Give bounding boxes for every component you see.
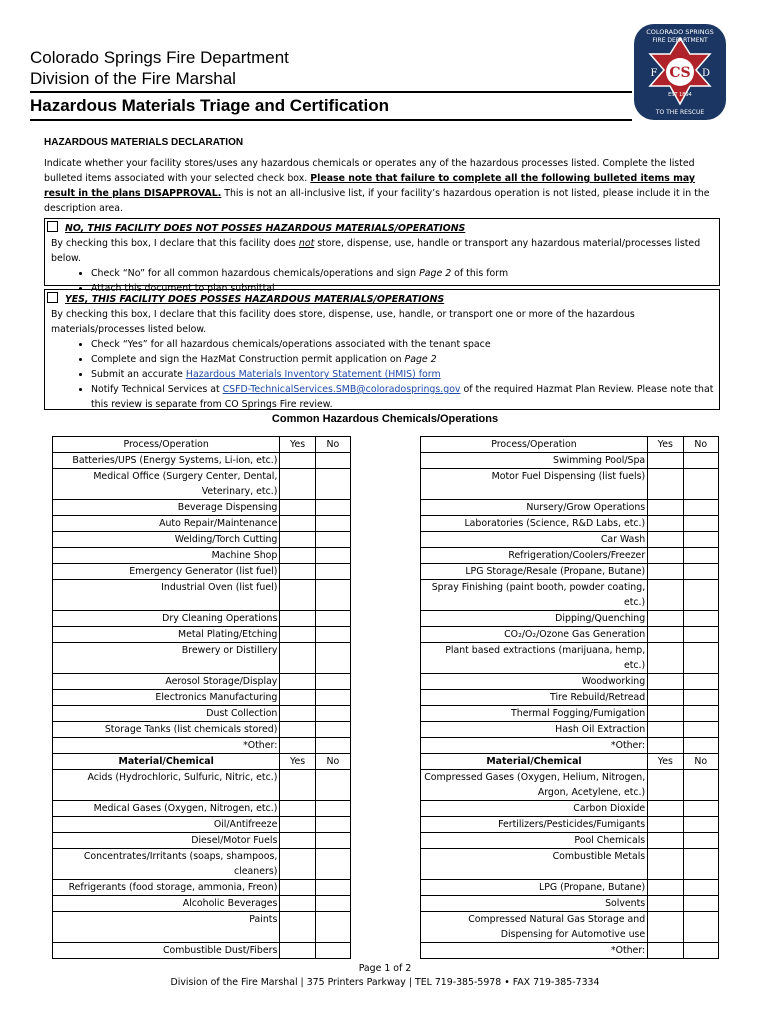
spacer (351, 627, 421, 643)
no-cell[interactable] (315, 500, 350, 516)
yes-bullet-1: • Check “Yes” for all hazardous chemicals/operations associated with the tenant space (91, 337, 719, 352)
spacer (351, 880, 421, 896)
yes-cell[interactable] (280, 690, 315, 706)
spacer (351, 643, 421, 674)
yes-bullet-4: • Notify Technical Services at CSFD-TechnicalServices.SMB@coloradosprings.gov of the required Hazmat Plan Review. Please note that this review is separate from CO Springs Fire review. (91, 382, 719, 412)
no-cell[interactable] (315, 722, 350, 738)
spacer (351, 896, 421, 912)
yes-cell[interactable] (280, 706, 315, 722)
column-header: Material/Chemical (53, 754, 280, 770)
yes-cell[interactable] (648, 469, 683, 500)
item-label: Industrial Oven (list fuel) (53, 580, 280, 611)
table-row (53, 833, 719, 849)
no-cell[interactable] (683, 817, 718, 833)
item-label: *Other: (53, 738, 280, 754)
yes-cell[interactable] (648, 548, 683, 564)
svg-text:COLORADO SPRINGS: COLORADO SPRINGS (646, 28, 714, 36)
yes-header: Yes (280, 437, 315, 453)
no-cell[interactable] (315, 627, 350, 643)
svg-text:D: D (701, 68, 711, 79)
yes-cell[interactable] (648, 943, 683, 959)
yes-cell[interactable] (280, 627, 315, 643)
no-cell[interactable] (683, 611, 718, 627)
item-label: Solvents (420, 896, 647, 912)
item-label: *Other: (420, 943, 647, 959)
no-cell[interactable] (315, 738, 350, 754)
item-label: Pool Chemicals (420, 833, 647, 849)
item-label: *Other: (420, 738, 647, 754)
table-row (53, 896, 719, 912)
item-label: Batteries/UPS (Energy Systems, Li-ion, etc.) (53, 453, 280, 469)
spacer (351, 943, 421, 959)
item-label: Brewery or Distillery (53, 643, 280, 674)
no-cell[interactable] (315, 643, 350, 674)
yes-bullet-3: • Submit an accurate Hazardous Materials Inventory Statement (HMIS) form (91, 367, 719, 382)
yes-cell[interactable] (280, 770, 315, 801)
yes-cell[interactable] (648, 912, 683, 943)
table-row (53, 817, 719, 833)
item-label: Emergency Generator (list fuel) (53, 564, 280, 580)
no-cell[interactable] (315, 833, 350, 849)
no-cell[interactable] (683, 770, 718, 801)
yes-cell[interactable] (648, 849, 683, 880)
hmis-form-link[interactable]: Hazardous Materials Inventory Statement (HMIS) form (185, 369, 441, 380)
no-hazmat-checkbox[interactable] (47, 221, 58, 232)
item-label: Refrigerants (food storage, ammonia, Freon) (53, 880, 280, 896)
table-row (53, 738, 719, 754)
page-number: Page 1 of 2 (358, 963, 412, 974)
yes-cell[interactable] (648, 580, 683, 611)
table-row (53, 674, 719, 690)
yes-cell[interactable] (648, 516, 683, 532)
item-label: LPG Storage/Resale (Propane, Butane) (420, 564, 647, 580)
yes-cell[interactable] (648, 532, 683, 548)
spacer (351, 674, 421, 690)
no-cell[interactable] (315, 817, 350, 833)
yes-cell[interactable] (648, 896, 683, 912)
svg-text:FIRE DEPARTMENT: FIRE DEPARTMENT (652, 37, 708, 44)
item-label: Car Wash (420, 532, 647, 548)
item-label: Thermal Fogging/Fumigation (420, 706, 647, 722)
no-bullet-2: • Attach this document to plan submittal (91, 281, 719, 296)
svg-text:EST 1894: EST 1894 (668, 92, 692, 98)
declaration-heading: HAZARDOUS MATERIALS DECLARATION (44, 137, 244, 148)
item-label: Medical Gases (Oxygen, Nitrogen, etc.) (53, 801, 280, 817)
item-label: Alcoholic Beverages (53, 896, 280, 912)
spacer (351, 516, 421, 532)
item-label: Dust Collection (53, 706, 280, 722)
no-header: No (315, 754, 350, 770)
item-label: Auto Repair/Maintenance (53, 516, 280, 532)
no-cell[interactable] (315, 706, 350, 722)
spacer (351, 706, 421, 722)
item-label: Acids (Hydrochloric, Sulfuric, Nitric, etc.) (53, 770, 280, 801)
table-row (53, 849, 719, 880)
yes-cell[interactable] (648, 770, 683, 801)
no-cell[interactable] (683, 801, 718, 817)
item-label: Nursery/Grow Operations (420, 500, 647, 516)
spacer (351, 580, 421, 611)
yes-cell[interactable] (280, 516, 315, 532)
no-cell[interactable] (683, 500, 718, 516)
yes-cell[interactable] (280, 833, 315, 849)
yes-cell[interactable] (280, 896, 315, 912)
spacer (351, 548, 421, 564)
item-label: Electronics Manufacturing (53, 690, 280, 706)
no-cell[interactable] (315, 532, 350, 548)
yes-cell[interactable] (648, 500, 683, 516)
no-cell[interactable] (315, 849, 350, 880)
yes-cell[interactable] (648, 627, 683, 643)
spacer (351, 912, 421, 943)
no-cell[interactable] (315, 943, 350, 959)
yes-cell[interactable] (280, 500, 315, 516)
yes-cell[interactable] (280, 643, 315, 674)
item-label: Paints (53, 912, 280, 943)
no-cell[interactable] (315, 580, 350, 611)
column-header: Process/Operation (53, 437, 280, 453)
yes-cell[interactable] (280, 469, 315, 500)
no-cell[interactable] (683, 896, 718, 912)
spacer (351, 738, 421, 754)
column-header: Process/Operation (420, 437, 647, 453)
item-label: Machine Shop (53, 548, 280, 564)
item-label: Combustible Dust/Fibers (53, 943, 280, 959)
item-label: Aerosol Storage/Display (53, 674, 280, 690)
item-label: Oil/Antifreeze (53, 817, 280, 833)
yes-cell[interactable] (280, 453, 315, 469)
no-bullet-1: • Check “No” for all common hazardous chemicals/operations and sign Page 2 of this form (91, 266, 719, 281)
table-row (53, 643, 719, 674)
spacer (351, 564, 421, 580)
division-name: Division of the Fire Marshal (30, 69, 236, 88)
spacer (351, 801, 421, 817)
spacer (351, 611, 421, 627)
no-cell[interactable] (315, 770, 350, 801)
no-cell[interactable] (683, 627, 718, 643)
technical-services-email-link[interactable]: CSFD-TechnicalServices.SMB@coloradosprings.gov (222, 384, 461, 395)
spacer (351, 770, 421, 801)
yes-cell[interactable] (648, 643, 683, 674)
yes-cell[interactable] (648, 706, 683, 722)
yes-cell[interactable] (280, 817, 315, 833)
no-cell[interactable] (683, 722, 718, 738)
no-hazmat-section (44, 218, 720, 294)
no-cell[interactable] (315, 516, 350, 532)
no-cell[interactable] (683, 564, 718, 580)
no-cell[interactable] (315, 469, 350, 500)
item-label: Beverage Dispensing (53, 500, 280, 516)
yes-cell[interactable] (648, 611, 683, 627)
spacer (351, 453, 421, 469)
yes-cell[interactable] (280, 943, 315, 959)
no-cell[interactable] (683, 738, 718, 754)
item-label: Carbon Dioxide (420, 801, 647, 817)
table-row (53, 516, 719, 532)
material-header-row (53, 754, 719, 770)
yes-cell[interactable] (648, 880, 683, 896)
table-row (53, 580, 719, 611)
table-row (53, 706, 719, 722)
spacer (351, 532, 421, 548)
item-label: Spray Finishing (paint booth, powder coating, etc.) (420, 580, 647, 611)
no-cell[interactable] (683, 548, 718, 564)
no-cell[interactable] (683, 674, 718, 690)
table-row (53, 548, 719, 564)
table-row (53, 880, 719, 896)
yes-cell[interactable] (280, 580, 315, 611)
yes-hazmat-heading: YES, THIS FACILITY DOES POSSES HAZARDOUS MATERIALS/OPERATIONS (64, 294, 445, 305)
yes-cell[interactable] (648, 817, 683, 833)
yes-cell[interactable] (280, 674, 315, 690)
spacer (351, 469, 421, 500)
table-row (53, 722, 719, 738)
yes-cell[interactable] (280, 738, 315, 754)
table-row (53, 770, 719, 801)
yes-cell[interactable] (280, 564, 315, 580)
no-header: No (683, 754, 718, 770)
item-label: Diesel/Motor Fuels (53, 833, 280, 849)
yes-hazmat-statement: By checking this box, I declare that this facility does store, dispense, use, handle, or transport one or more of the hazardous materials/processes listed below. (51, 309, 635, 335)
yes-cell[interactable] (280, 611, 315, 627)
header-rule-bottom (30, 119, 632, 121)
item-label: Concentrates/Irritants (soaps, shampoos, cleaners) (53, 849, 280, 880)
table-row (53, 453, 719, 469)
department-name: Colorado Springs Fire Department (30, 48, 289, 67)
yes-cell[interactable] (648, 453, 683, 469)
yes-cell[interactable] (648, 738, 683, 754)
no-cell[interactable] (683, 453, 718, 469)
item-label: Laboratories (Science, R&D Labs, etc.) (420, 516, 647, 532)
no-cell[interactable] (683, 706, 718, 722)
item-label: Dipping/Quenching (420, 611, 647, 627)
no-cell[interactable] (683, 833, 718, 849)
spacer (351, 437, 421, 453)
svg-text:TO THE RESCUE: TO THE RESCUE (655, 109, 705, 116)
no-hazmat-statement: By checking this box, I declare that this facility does not store, dispense, use, handle or transport any hazardous material/processes listed below. (51, 238, 701, 264)
table-row (53, 469, 719, 500)
table-row (53, 801, 719, 817)
no-hazmat-heading: NO, THIS FACILITY DOES NOT POSSES HAZARDOUS MATERIALS/OPERATIONS (64, 223, 466, 234)
yes-cell[interactable] (280, 722, 315, 738)
table-row (53, 627, 719, 643)
yes-cell[interactable] (648, 833, 683, 849)
spacer (351, 722, 421, 738)
no-cell[interactable] (315, 801, 350, 817)
no-cell[interactable] (315, 453, 350, 469)
no-cell[interactable] (315, 912, 350, 943)
no-cell[interactable] (683, 912, 718, 943)
item-label: Compressed Gases (Oxygen, Helium, Nitrogen, Argon, Acetylene, etc.) (420, 770, 647, 801)
item-label: Welding/Torch Cutting (53, 532, 280, 548)
item-label: Motor Fuel Dispensing (list fuels) (420, 469, 647, 500)
spacer (351, 690, 421, 706)
yes-cell[interactable] (648, 564, 683, 580)
yes-cell[interactable] (280, 532, 315, 548)
page-title: Hazardous Materials Triage and Certification (30, 96, 389, 115)
svg-text:F: F (650, 68, 658, 79)
no-cell[interactable] (683, 580, 718, 611)
item-label: Combustible Metals (420, 849, 647, 880)
hazmat-checklist-table (52, 436, 719, 959)
spacer (351, 500, 421, 516)
yes-cell[interactable] (648, 690, 683, 706)
yes-cell[interactable] (280, 849, 315, 880)
yes-cell[interactable] (648, 722, 683, 738)
no-cell[interactable] (683, 690, 718, 706)
yes-header: Yes (648, 437, 683, 453)
yes-bullet-2: • Complete and sign the HazMat Construction permit application on Page 2 (91, 352, 719, 367)
item-label: Dry Cleaning Operations (53, 611, 280, 627)
table-row (53, 500, 719, 516)
item-label: Woodworking (420, 674, 647, 690)
table-row (53, 564, 719, 580)
spacer (351, 849, 421, 880)
no-cell[interactable] (315, 611, 350, 627)
no-cell[interactable] (683, 643, 718, 674)
yes-header: Yes (280, 754, 315, 770)
table-row (53, 611, 719, 627)
yes-cell[interactable] (280, 548, 315, 564)
yes-cell[interactable] (280, 912, 315, 943)
no-cell[interactable] (315, 690, 350, 706)
svg-text:CS: CS (669, 65, 691, 81)
no-cell[interactable] (683, 516, 718, 532)
item-label: Tire Rebuild/Retread (420, 690, 647, 706)
item-label: Plant based extractions (marijuana, hemp, etc.) (420, 643, 647, 674)
header-rule-top (30, 91, 632, 93)
process-header-row (53, 437, 719, 453)
declaration-intro: Indicate whether your facility stores/uses any hazardous chemicals or operates any of the hazardous processes listed. Complete the listed bulleted items associated with your selected check box. Please note that failure to complete all the following bulleted items may result in the plans DISAPPROVAL. This is not an all-inclusive list, if your facility’s hazardous operation is not listed, please include it in the description area. (44, 158, 710, 214)
no-cell[interactable] (315, 896, 350, 912)
no-cell[interactable] (683, 943, 718, 959)
spacer (351, 817, 421, 833)
column-header: Material/Chemical (420, 754, 647, 770)
hazmat-table-title: Common Hazardous Chemicals/Operations (271, 413, 499, 425)
yes-cell[interactable] (648, 674, 683, 690)
no-cell[interactable] (683, 532, 718, 548)
item-label: Hash Oil Extraction (420, 722, 647, 738)
yes-cell[interactable] (280, 801, 315, 817)
yes-cell[interactable] (648, 801, 683, 817)
item-label: Refrigeration/Coolers/Freezer (420, 548, 647, 564)
yes-hazmat-checkbox[interactable] (47, 292, 58, 303)
yes-header: Yes (648, 754, 683, 770)
no-header: No (683, 437, 718, 453)
item-label: Medical Office (Surgery Center, Dental, Veterinary, etc.) (53, 469, 280, 500)
table-row (53, 690, 719, 706)
no-cell[interactable] (683, 849, 718, 880)
no-cell[interactable] (315, 674, 350, 690)
item-label: Storage Tanks (list chemicals stored) (53, 722, 280, 738)
no-cell[interactable] (683, 469, 718, 500)
no-cell[interactable] (683, 880, 718, 896)
table-row (53, 532, 719, 548)
item-label: Compressed Natural Gas Storage and Dispensing for Automotive use (420, 912, 647, 943)
yes-hazmat-section (44, 289, 720, 410)
spacer (351, 833, 421, 849)
no-cell[interactable] (315, 548, 350, 564)
item-label: Swimming Pool/Spa (420, 453, 647, 469)
no-cell[interactable] (315, 564, 350, 580)
item-label: CO₂/O₂/Ozone Gas Generation (420, 627, 647, 643)
footer-address: Division of the Fire Marshal | 375 Printers Parkway | TEL 719-385-5978 • FAX 719-385-7334 (170, 977, 600, 988)
item-label: Fertilizers/Pesticides/Fumigants (420, 817, 647, 833)
yes-cell[interactable] (280, 880, 315, 896)
item-label: LPG (Propane, Butane) (420, 880, 647, 896)
no-cell[interactable] (315, 880, 350, 896)
table-row (53, 943, 719, 959)
no-header: No (315, 437, 350, 453)
fire-department-badge-logo (630, 20, 730, 124)
spacer (351, 754, 421, 770)
item-label: Metal Plating/Etching (53, 627, 280, 643)
table-row (53, 912, 719, 943)
